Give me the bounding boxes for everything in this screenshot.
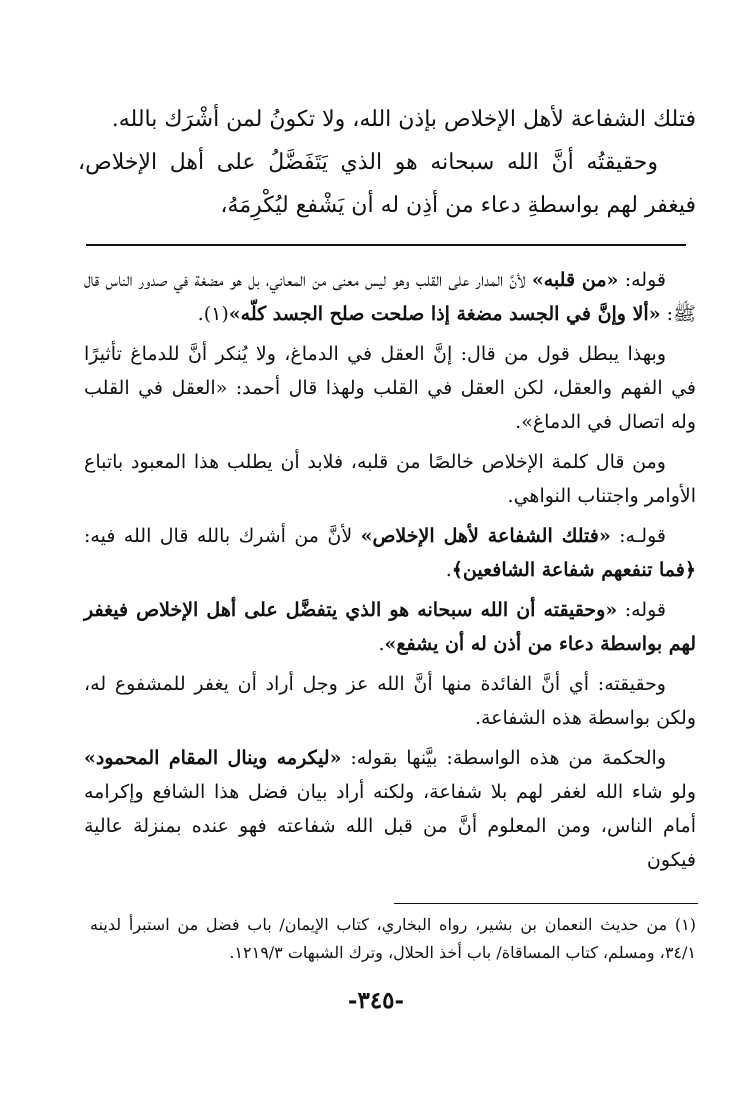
- footnote-separator: [394, 903, 698, 904]
- commentary-paragraph: [84, 445, 696, 513]
- commentary: [84, 263, 696, 883]
- text-run: والحكمة من هذه الواسطة: بيَّنها بقوله:: [341, 747, 666, 769]
- footnotes: [90, 911, 696, 967]
- commentary-separator: [86, 244, 686, 246]
- commentary-paragraph: [84, 519, 696, 587]
- page-number: -٣٤٥-: [347, 987, 405, 1014]
- commentary-paragraph: [84, 741, 696, 877]
- bold-quote: ﴿فما تنفعهم شفاعة الشافعين﴾: [451, 559, 696, 581]
- commentary-paragraph: [84, 593, 696, 661]
- commentary-paragraph: [84, 337, 696, 439]
- commentary-paragraph: [84, 263, 696, 331]
- bold-quote: «وحقيقته أن الله سبحانه هو الذي يتفضَّل على أهل الإخلاص فيغفر لهم بواسطة دعاء من أذن له أن يشفع»: [84, 599, 696, 655]
- text-run: (١).: [197, 303, 229, 325]
- footnote-1: (١) من حديث النعمان بن بشير، رواه البخاري، كتاب الإيمان/ باب فضل من استبرأ لدينه ٣٤/١، ومسلم، كتاب المساقاة/ باب أخذ الحلال، وترك الشبهات ١٢١٩/٣.: [90, 915, 696, 962]
- text-run: لأنَّ من أشرك بالله قال الله فيه:: [84, 525, 361, 547]
- text-run: .: [445, 559, 452, 581]
- text-run: لأنَّ المدار على القلب وهو ليس معنى من المعاني، بل هو مضغة في صدور الناس قال ﷺ:: [84, 269, 696, 325]
- text-run: وحقيقته: أي أنَّ الفائدة منها أنَّ الله عز وجل أراد أن يغفر للمشفوع له، ولكن بواسطة هذه الشفاعة.: [84, 673, 696, 729]
- text-run: قولـه:: [610, 525, 666, 547]
- text-run: .: [378, 633, 385, 655]
- text-run: قوله:: [617, 599, 666, 621]
- bold-quote: «ليكرمه وينال المقام المحمود»: [84, 747, 342, 769]
- bold-quote: «فتلك الشفاعة لأهل الإخلاص»: [360, 525, 611, 547]
- bold-quote: «ألا وإنَّ في الجسد مضغة إذا صلحت صلح الجسد كلّه»: [228, 303, 661, 325]
- bold-quote: «من قلبه»: [531, 269, 619, 291]
- text-run: ولو شاء الله لغفر لهم بلا شفاعة، ولكنه أراد بيان فضل هذا الشافع وإكرامه أمام الناس، ومن المعلوم أنَّ من قبل الله شفاعته فهو عنده بمنزلة عالية فيكون: [84, 781, 696, 871]
- commentary-paragraph: [84, 667, 696, 735]
- text-run: وبهذا يبطل قول من قال: إنَّ العقل في الدماغ، ولا يُنكر أنَّ للدماغ تأثيرًا في الفهم والعقل، لكن العقل في القلب ولهذا قال أحمد: «العقل في القلب وله اتصال في الدماغ».: [84, 343, 696, 433]
- main-paragraph-1: فتلك الشفاعة لأهل الإخلاص بإذن الله، ولا تكونُ لمن أشْرَك بالله.: [111, 107, 696, 132]
- text-run: ومن قال كلمة الإخلاص خالصًا من قلبه، فلابد أن يطلب هذا المعبود باتباع الأوامر واجتناب النواهي.: [84, 451, 696, 507]
- main-paragraph-2: وحقيقتُه أنَّ الله سبحانه هو الذي يَتَفَضَّلُ على أهل الإخلاص، فيغفر لهم بواسطةِ دعاء من أذِن له أن يَشْفع ليُكْرِمَهُ،: [78, 150, 696, 218]
- main-text: [78, 98, 696, 227]
- text-run: قوله:: [618, 269, 666, 291]
